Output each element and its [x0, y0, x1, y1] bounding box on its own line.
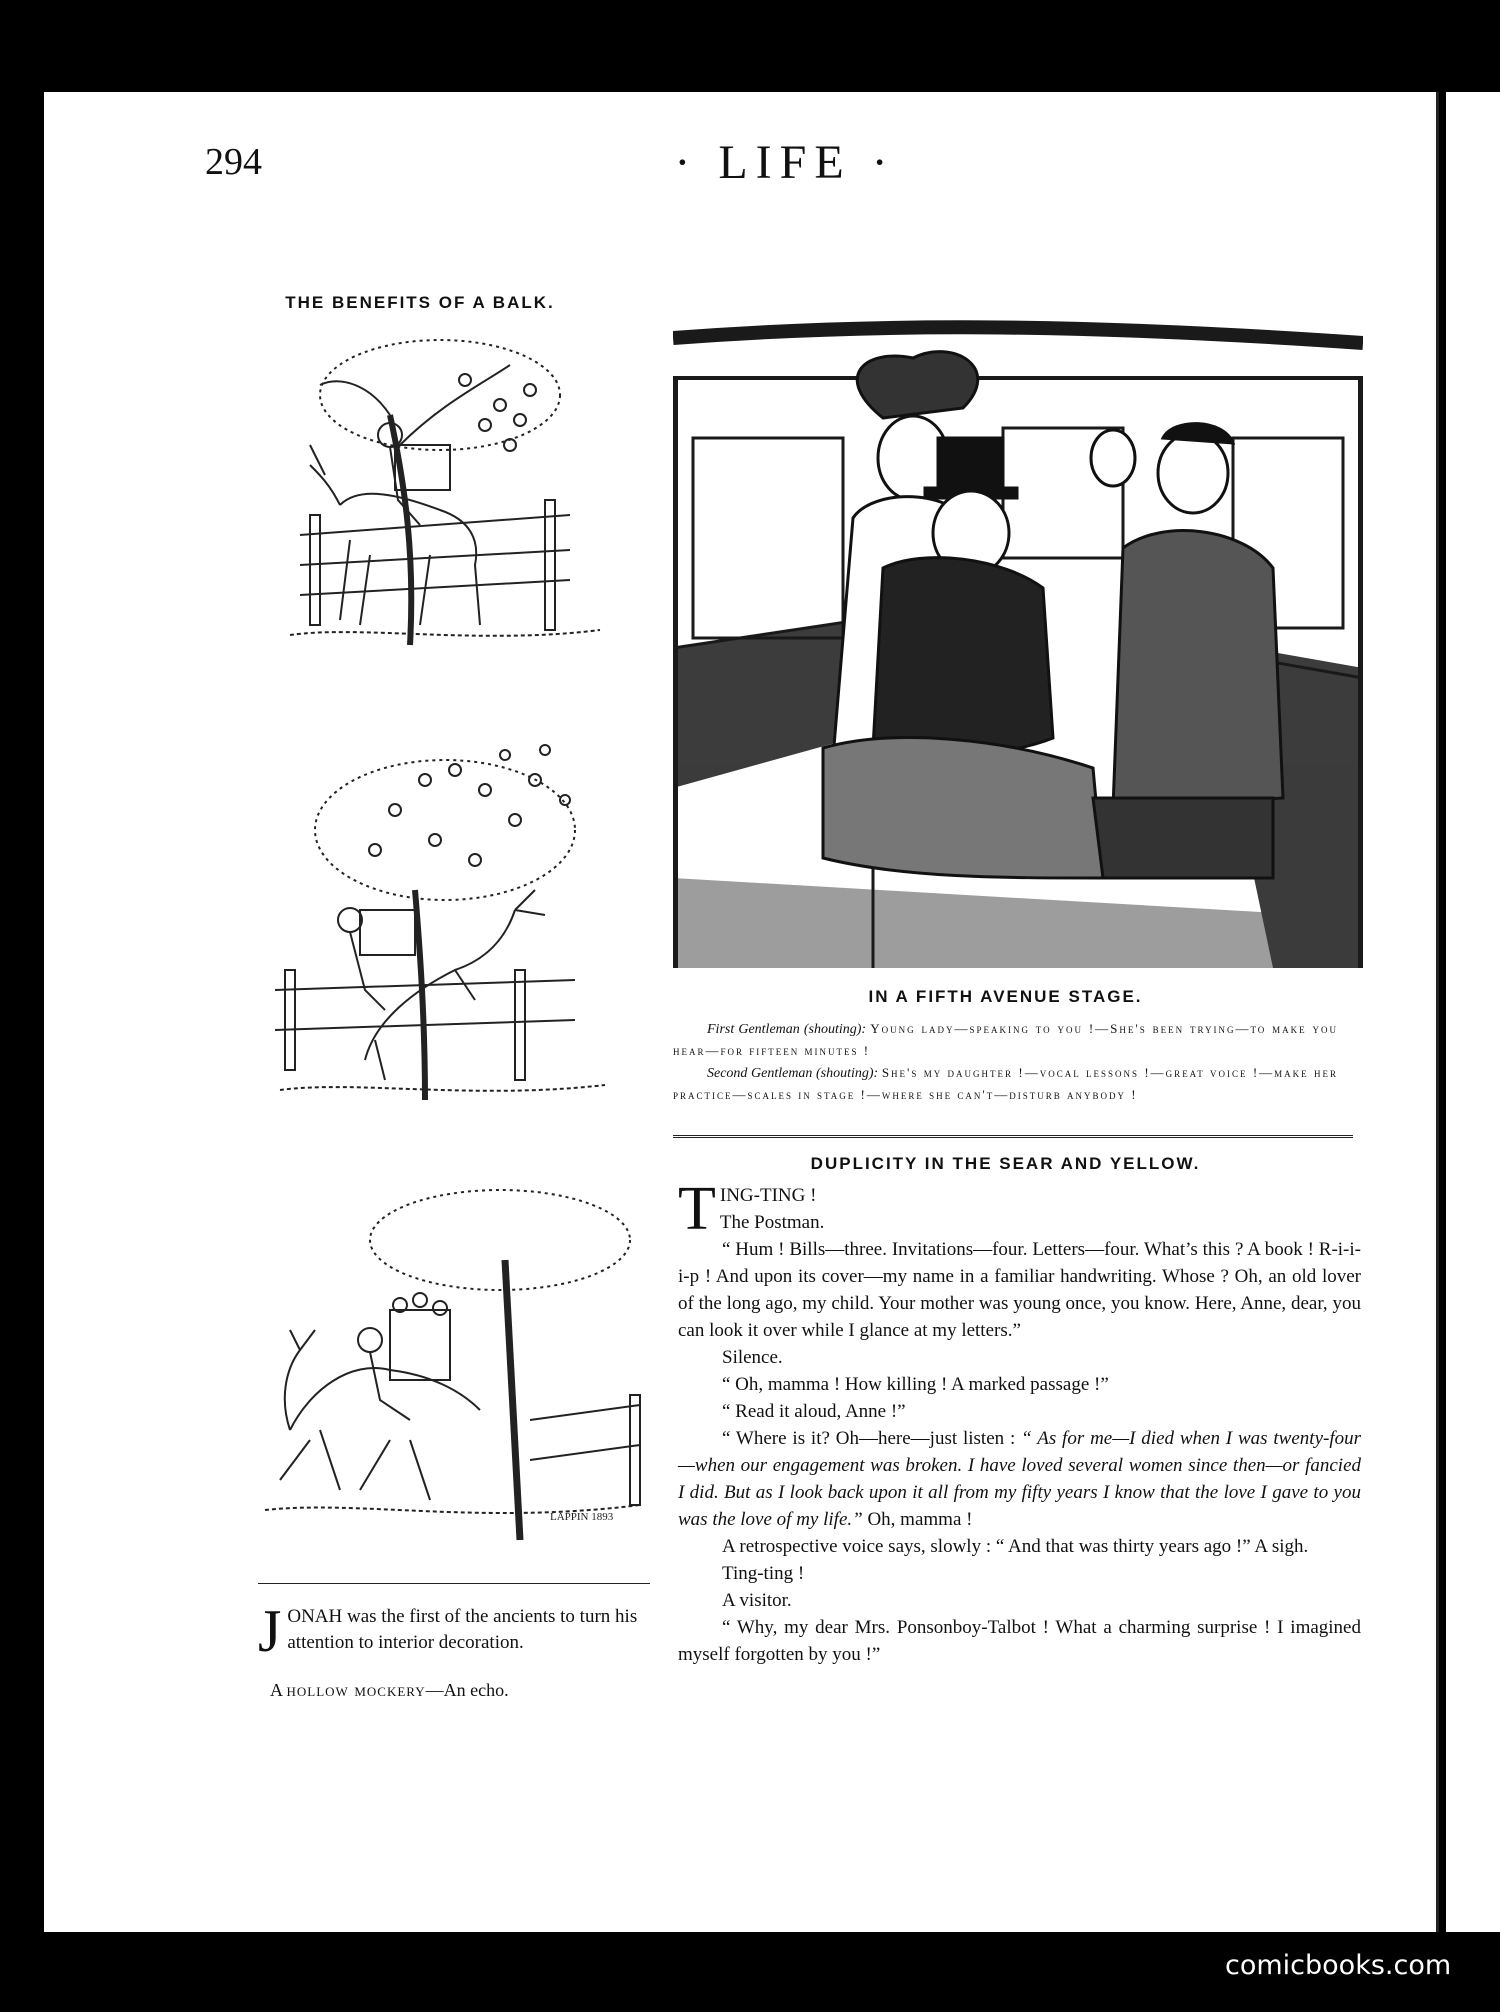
story-p6: “ Read it aloud, Anne !”	[722, 1401, 906, 1422]
jonah-text: ONAH was the first of the ancients to turn his attention to interior decoration.	[287, 1606, 638, 1653]
story-opening	[678, 1175, 1361, 1243]
page-number: 294	[205, 141, 262, 183]
story-p9: Ting-ting !	[722, 1563, 805, 1584]
story-title: DUPLICITY IN THE SEAR AND YELLOW.	[810, 1154, 1201, 1173]
watermark: comicbooks.com	[1225, 1950, 1452, 1981]
facing-page-edge	[1446, 92, 1500, 1932]
story-p7-start: “ Where is it? Oh—here—just listen :	[722, 1428, 1016, 1449]
illustration-signature: LAPPIN 1893	[550, 1511, 614, 1523]
story-p7-quote: “ As for me—I died when I was twenty-four—when our engagement was broken. I have loved several women since then—or fancied I did. But as I look back upon it all from my fifty years I know that the love I gave to you was the love of my life.”	[678, 1428, 1361, 1530]
story-p8: A retrospective voice says, slowly : “ And that was thirty years ago !” A sigh.	[722, 1536, 1309, 1557]
stage-dialog	[673, 1018, 1338, 1106]
second-gentleman-speaker: Second Gentleman (shouting):	[707, 1066, 879, 1081]
jonah-dropcap: J	[258, 1598, 282, 1664]
first-gentleman-line: Young lady—speaking to you !—She's been trying—to make you hear—for fifteen minutes !	[673, 1021, 1339, 1058]
stage-cartoon-title: IN A FIFTH AVENUE STAGE.	[868, 987, 1143, 1006]
story-p5: “ Oh, mamma ! How killing ! A marked passage !”	[722, 1374, 1109, 1395]
fifth-avenue-stage-interior-illustration	[673, 318, 1363, 968]
echo-smallcaps: hollow mockery	[286, 1680, 426, 1700]
balk-panel-1	[280, 325, 620, 655]
story-p3: “ Hum ! Bills—three. Invitations—four. Letters—four. What’s this ? A book ! R-i-i-i-p ! And upon its cover—my name in a familiar handwriting. Whose ? Oh, an old lover of the long ago, my child. Your mother was young once, you know. Here, Anne, dear, you can look it over while I glance at my letters.”	[678, 1239, 1361, 1341]
first-gentleman-speaker: First Gentleman (shouting):	[707, 1022, 867, 1037]
echo-line	[270, 1680, 650, 1701]
balk-panel-3	[260, 1180, 650, 1550]
story-dropcap: T	[678, 1175, 716, 1243]
jonah-rule	[258, 1583, 650, 1584]
balk-panel-2	[275, 740, 615, 1110]
second-gentleman-line: She's my daughter !—vocal lessons !—great voice !—make her practice—scales in stage !—where she can't—disturb anybody !	[673, 1065, 1338, 1102]
echo-prefix: A	[270, 1680, 287, 1700]
story-p7	[678, 1425, 1361, 1533]
story-p2: The Postman.	[719, 1212, 825, 1233]
story-p11: “ Why, my dear Mrs. Ponsonboy-Talbot ! What a charming surprise ! I imagined myself forgotten by you !”	[678, 1617, 1361, 1665]
balk-title: THE BENEFITS OF A BALK.	[285, 293, 555, 312]
jonah-paragraph	[258, 1598, 648, 1664]
page-gutter	[1436, 92, 1439, 1932]
stage-dialog-line-2	[673, 1062, 1338, 1106]
story-p7-end: Oh, mamma !	[867, 1509, 973, 1530]
stage-dialog-line-1	[673, 1018, 1338, 1062]
story-p1: ING-TING !	[719, 1185, 817, 1206]
fifth-avenue-stage-cartoon	[673, 318, 1363, 968]
story-p10: A visitor.	[722, 1590, 792, 1611]
section-double-rule	[673, 1135, 1353, 1138]
donkey-kicking-apples-falling-illustration	[275, 740, 615, 1110]
donkey-rider-under-apple-tree-illustration	[280, 325, 620, 655]
masthead: · LIFE ·	[674, 136, 896, 189]
story-p4: Silence.	[722, 1347, 783, 1368]
donkey-galloping-away-with-apples-illustration	[260, 1180, 650, 1550]
echo-suffix: —An echo.	[425, 1680, 509, 1700]
story-body	[678, 1175, 1361, 1668]
